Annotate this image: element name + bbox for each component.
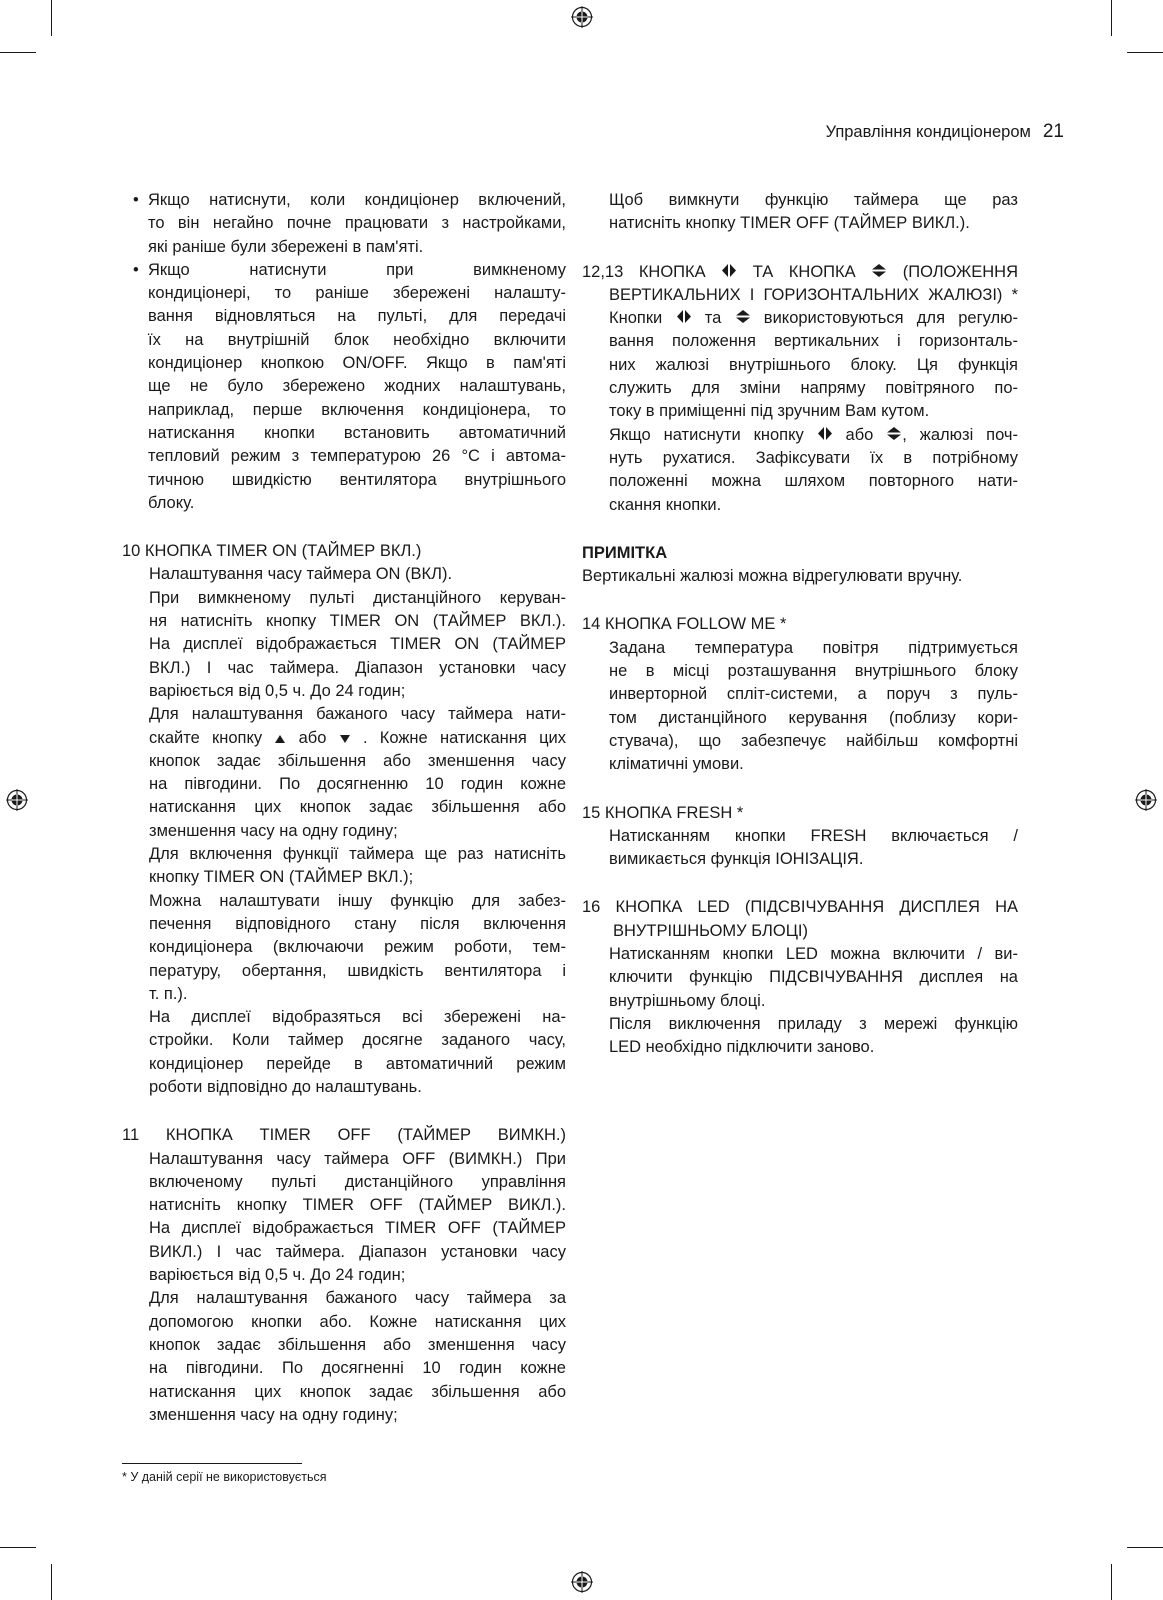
text-span: скайте кнопку (149, 728, 275, 747)
section-title: 10 КНОПКА TIMER ON (ТАЙМЕР ВКЛ.) (122, 542, 422, 561)
up-down-swing-icon (871, 263, 887, 278)
text-span: . Кожне натискання цих (350, 728, 566, 747)
up-down-swing-icon (886, 426, 902, 441)
text-line: Щоб вимкнути функцію таймера ще раз (609, 191, 1018, 209)
text-span: або (832, 425, 887, 444)
text-line: на півгодини. По досягненню 10 годин кожне (149, 775, 566, 794)
text-line: Для налаштування бажаного часу таймера нати- (149, 705, 566, 724)
right-column (582, 189, 1018, 1060)
paragraph (149, 1006, 566, 1099)
triangle-down-icon (339, 734, 351, 744)
text-line: Для включення функції таймера ще раз натисніть (149, 845, 566, 864)
text-line (609, 424, 1018, 447)
section-follow-me (582, 613, 1018, 776)
crop-mark (1111, 1564, 1112, 1600)
text-line: зменшення часу на одну годину; (149, 821, 398, 840)
text-line: Для налаштування бажаного часу таймера за (149, 1289, 566, 1308)
text-line: нуть рухатися. Зафіксувати їх в потрібному (609, 448, 1018, 467)
text-line: положенні можна шляхом повторного нати- (609, 472, 1018, 491)
note-text: Вертикальні жалюзі можна відрегулювати вручну. (582, 567, 963, 586)
text-line: кнопку TIMER ON (ТАЙМЕР ВКЛ.); (149, 868, 414, 887)
text-line: кондиціонері, то раніше збережені налашту- (148, 284, 566, 303)
registration-mark-icon (1135, 789, 1157, 811)
paragraph-lines (149, 750, 566, 843)
footnote: * У даній серії не використовується (122, 1470, 327, 1484)
registration-mark-icon (571, 1571, 593, 1593)
text-line: не в місці розташування внутрішнього блоку (609, 662, 1018, 681)
paragraph (609, 1013, 1018, 1060)
paragraph-lines (609, 330, 1018, 423)
text-line: Можна налаштувати іншу функцію для забез- (149, 891, 566, 910)
running-header (826, 121, 1064, 143)
text-line: роботи відповідно до налаштувань. (149, 1077, 422, 1096)
text-line: ВЕРТИКАЛЬНИХ І ГОРИЗОНТАЛЬНИХ ЖАЛЮЗІ) * (609, 285, 1018, 304)
text-line: натисніть кнопку TIMER OFF (ТАЙМЕР ВИКЛ.). (609, 214, 970, 233)
note-block (582, 542, 1018, 589)
text-line: печення відповідного стану після включення (149, 914, 566, 933)
bullet-item (122, 189, 566, 259)
text-line: Задана температура повітря підтримується (609, 638, 1018, 657)
text-line: стувача), що забезпечує найбільш комфортні (609, 731, 1018, 750)
section-title: 16 КНОПКА LED (ПІДСВІЧУВАННЯ ДИСПЛЕЯ НА (582, 898, 1018, 917)
text-line: ня натисніть кнопку TIMER ON (ТАЙМЕР ВКЛ.). (149, 612, 566, 631)
text-span: , жалюзі поч- (902, 425, 1018, 444)
text-line: допомогою кнопки або. Кожне натискання цих (149, 1312, 566, 1331)
text-line: блоку. (148, 493, 195, 512)
paragraph (149, 563, 566, 586)
footnote-rule (122, 1463, 302, 1464)
text-line: вимикається функція ІОНІЗАЦІЯ. (609, 850, 864, 869)
bullet-dot: • (133, 260, 139, 279)
paragraph (149, 843, 566, 890)
text-line: натискання кнопки встановить автоматичний (148, 423, 566, 442)
text-line: ключити функцію ПІДСВІЧУВАННЯ дисплея на (609, 968, 1018, 987)
text-line: ВКЛ.) I час таймера. Діапазон установки часу (149, 658, 566, 677)
section-title (582, 261, 1018, 284)
text-line: кнопок задає збільшення або зменшення часу (149, 751, 566, 770)
text-line: кнопок задає збільшення або зменшення часу (149, 1335, 566, 1354)
left-right-swing-icon (676, 309, 692, 324)
text-line: Налаштування часу таймера ON (ВКЛ). (149, 565, 453, 584)
text-line: вання відновляться на пульті, для передачі (148, 307, 566, 326)
text-line: натискання цих кнопок задає збільшення або (149, 1382, 566, 1401)
crop-mark (1127, 1547, 1163, 1548)
text-line: пературу, обертання, швидкість вентилятора і (149, 961, 566, 980)
paragraph (149, 1287, 566, 1427)
text-span: та (691, 309, 735, 328)
text-span: або (286, 728, 339, 747)
text-span: 12,13 КНОПКА (582, 262, 722, 281)
text-line: вання положення вертикальних і горизонталь- (609, 332, 1018, 351)
text-span: Якщо натиснути кнопку (609, 425, 817, 444)
section-title-cont: ВНУТРІШНЬОМУ БЛОЦІ) (613, 921, 808, 940)
left-right-swing-icon (721, 263, 737, 278)
text-line: тичною швидкістю вентилятора внутрішнього (148, 470, 566, 489)
text-span: використовуються для регулю- (750, 309, 1018, 328)
text-line: Натисканням кнопки FRESH включається / (609, 826, 1018, 845)
up-down-swing-icon (735, 309, 751, 324)
text-line: наприклад, перше включення кондиціонера, то (148, 400, 566, 419)
text-line: зменшення часу на одну годину; (149, 1405, 398, 1424)
text-line: кліматичні умови. (609, 755, 744, 774)
section-body (122, 1148, 566, 1428)
text-line: варіюється від 0,5 ч. До 24 годин; (149, 1266, 406, 1285)
section-louver-buttons (582, 261, 1018, 517)
text-line: скання кнопки. (609, 495, 722, 514)
section-title: 15 КНОПКА FRESH * (582, 803, 744, 822)
text-line: внутрішньому блоці. (609, 991, 766, 1010)
section-timer-on (122, 540, 566, 1099)
crop-mark (0, 1547, 36, 1548)
paragraph (149, 1148, 566, 1288)
page-number: 21 (1042, 121, 1064, 142)
section-body (582, 637, 1018, 777)
text-line: їх на внутрішній блок необхідно включити (148, 330, 566, 349)
text-line: На дисплеї відображається TIMER OFF (ТАЙМЕР (149, 1219, 566, 1238)
text-line: току в приміщенні під зручним Вам кутом. (609, 402, 930, 421)
left-right-swing-icon (817, 426, 833, 441)
triangle-up-icon (274, 734, 286, 744)
text-line: Налаштування часу таймера OFF (ВИМКН.) При (149, 1149, 566, 1168)
section-body (582, 943, 1018, 1059)
text-line: кондиціонер кнопкою ON/OFF. Якщо в пам'яті (148, 354, 566, 373)
section-title: 14 КНОПКА FOLLOW ME * (582, 615, 787, 634)
text-line: Натисканням кнопки LED можна включити / ви- (609, 945, 1018, 964)
text-line: варіюється від 0,5 ч. До 24 годин; (149, 681, 406, 700)
left-column (122, 189, 566, 1427)
text-line: При вимкненому пульті дистанційного керуван- (149, 588, 566, 607)
section-fresh (582, 802, 1018, 872)
bullet-item (122, 259, 566, 515)
text-line: LED необхідно підключити заново. (609, 1038, 875, 1057)
paragraph (149, 890, 566, 1006)
section-led (582, 896, 1018, 1059)
paragraph (609, 943, 1018, 1013)
text-line: натискання цих кнопок задає збільшення або (149, 798, 566, 817)
section-title: 11 КНОПКА TIMER OFF (ТАЙМЕР ВИМКН.) (122, 1126, 566, 1145)
paragraph-lines (609, 447, 1018, 517)
header-title: Управління кондиціонером (825, 123, 1031, 141)
bullet-text (148, 189, 566, 259)
bullet-text (148, 259, 566, 515)
registration-mark-icon (6, 789, 28, 811)
text-line: Якщо натиснути, коли кондиціонер включений, (148, 191, 566, 209)
text-line: стройки. Коли таймер досягне заданого часу, (149, 1031, 566, 1050)
text-line: На дисплеї відобразяться всі збережені на- (149, 1008, 566, 1027)
registration-mark-icon (571, 6, 593, 28)
text-line (149, 727, 566, 750)
note-title: ПРИМІТКА (582, 543, 668, 562)
text-line: На дисплеї відображається TIMER ON (ТАЙМЕР (149, 635, 566, 654)
section-timer-off (122, 1124, 566, 1427)
crop-mark (0, 52, 36, 53)
text-line: инверторной спліт-системи, а поруч з пуль- (609, 685, 1018, 704)
text-line: служить для зміни напряму повітряного по- (609, 379, 1018, 398)
bullet-dot: • (133, 191, 139, 209)
crop-mark (1111, 0, 1112, 36)
text-span: Кнопки (609, 309, 676, 328)
timer-off-continuation (582, 189, 1018, 236)
text-line: кондиціонер перейде в автоматичний режим (149, 1054, 566, 1073)
paragraph (149, 587, 566, 703)
text-line: т. п.). (149, 984, 188, 1003)
paragraph (149, 703, 566, 843)
crop-mark (51, 0, 52, 36)
text-line (609, 307, 1018, 330)
crop-mark (51, 1564, 52, 1600)
text-line: то він негайно почне працювати з настройками, (148, 214, 566, 233)
text-line: ВИКЛ.) I час таймера. Діапазон установки часу (149, 1242, 566, 1261)
text-span: (ПОЛОЖЕННЯ (887, 262, 1019, 281)
text-span: ТА КНОПКА (737, 262, 872, 281)
text-line: тепловий режим з температурою 26 °С і автома- (148, 447, 566, 466)
text-line: Після виключення приладу з мережі функцію (609, 1014, 1018, 1033)
text-line: натисніть кнопку TIMER OFF (ТАЙМЕР ВИКЛ.). (149, 1196, 566, 1215)
text-line: них жалюзі внутрішнього блоку. Ця функція (609, 355, 1018, 374)
text-line: кондиціонера (включаючи режим роботи, тем- (149, 938, 566, 957)
section-body (582, 284, 1018, 517)
text-line: том дистанційного керування (поблизу кори- (609, 708, 1018, 727)
text-line: включеному пульті дистанційного управління (149, 1172, 566, 1191)
section-body (122, 563, 566, 1099)
text-line: Якщо натиснути при вимкненому (148, 260, 566, 279)
section-body (582, 825, 1018, 872)
text-line: на півгодини. По досягненні 10 годин кожне (149, 1359, 566, 1378)
crop-mark (1127, 52, 1163, 53)
text-line: які раніше були збережені в пам'яті. (148, 237, 424, 256)
text-line: ще не було збережено жодних налаштувань, (148, 377, 566, 396)
